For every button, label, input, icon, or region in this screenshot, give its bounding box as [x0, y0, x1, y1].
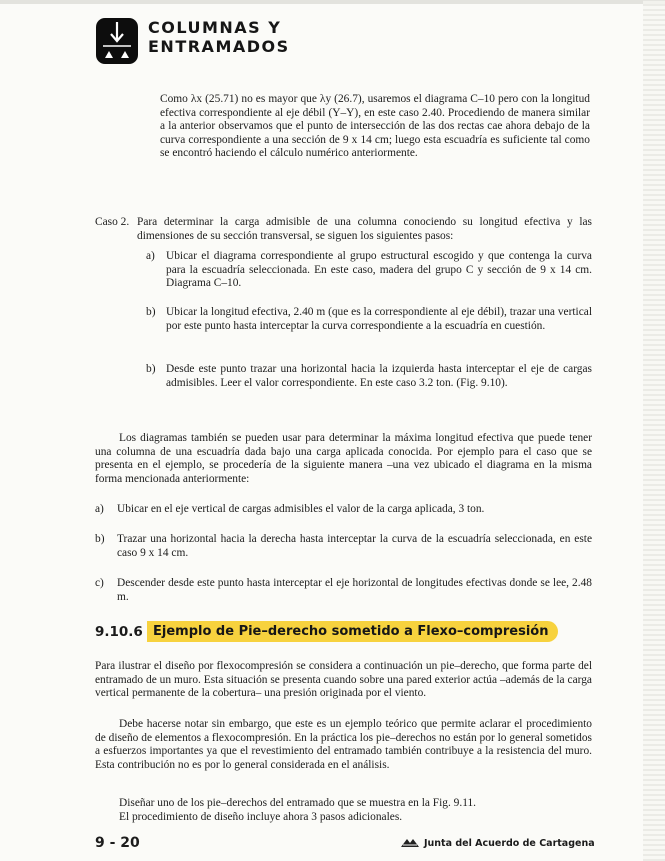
section-title: Ejemplo de Pie–derecho sometido a Flexo–compresión — [147, 621, 558, 642]
diagram-paragraph: Los diagramas también se pueden usar para determinar la máxima longitud efectiva que puede tener una columna de una escuadría dada bajo una carga aplicada conocida. Por ejemplo para el caso que se presenta en el ejemplo, se procedería de la siguiente manera –una vez ubicado el diagrama en la misma forma mencionada anteriormente: — [95, 432, 592, 485]
header-title-line-1: COLUMNAS Y — [148, 18, 282, 37]
step-marker: b) — [146, 363, 156, 375]
jac-emblem-icon — [400, 837, 420, 848]
section-paragraph: Diseñar uno de los pie–derechos del entramado que se muestra en la Fig. 9.11. — [119, 797, 477, 809]
caso-description: Para determinar la carga admisible de una columna conociendo su longitud efectiva y las dimensiones de su sección transversal, se siguen los siguientes pasos: — [137, 216, 592, 242]
intro-paragraph: Como λx (25.71) no es mayor que λy (26.7), usaremos el diagrama C–10 pero con la longitud efectiva correspondiente al eje débil (Y–Y), en este caso 2.40. Procediendo de manera similar a la anterior observamos que el punto de intersección de las dos rectas cae ahora debajo de la curva correspondiente a una sección de 9 x 14 cm; luego esta escuadría es suficiente tal como se encontró haciendo el cálculo numérico anteriormente. — [160, 93, 590, 160]
chapter-header-title — [148, 18, 290, 56]
step-text: Trazar una horizontal hacia la derecha hasta interceptar la curva de la escuadría seleccionada, en este caso 9 x 14 cm. — [117, 533, 592, 559]
step-marker: a) — [95, 503, 104, 515]
section-paragraph: Debe hacerse notar sin embargo, que este es un ejemplo teórico que permite aclarar el procedimiento de diseño de elementos a flexocompresión. En la práctica los pie–derechos no están por lo general sometidos a esfuerzos importantes ya que el revestimiento del entramado también contribuye a la resistencia del muro. Esta contribución no es por lo general considerada en el análisis. — [95, 718, 592, 771]
section-paragraph: Para ilustrar el diseño por flexocompresión se considera a continuación un pie–derecho, que forma parte del entramado de un muro. Esta situación se presenta cuando sobre una pared exterior actúa –además de la carga vertical permanente de la cobertura– una presión originada por el viento. — [95, 660, 592, 700]
step-text: Desde este punto trazar una horizontal hacia la izquierda hasta interceptar el eje de cargas admisibles. Leer el valor correspondiente. En este caso 3.2 ton. (Fig. 9.10). — [166, 363, 592, 389]
step-text: Ubicar el diagrama correspondiente al grupo estructural escogido y que contenga la curva para la escuadría seleccionada. En este caso, madera del grupo C y sección de 9 x 14 cm. Diagrama C–10. — [166, 250, 592, 290]
caso-label: Caso 2. — [95, 216, 130, 228]
scan-top-edge — [0, 0, 665, 4]
step-text: Ubicar la longitud efectiva, 2.40 m (que es la correspondiente al eje débil), trazar una vertical por este punto hasta interceptar la curva correspondiente a la escuadría en cuestión. — [166, 306, 592, 332]
column-load-icon — [96, 18, 138, 64]
header-title-line-2: ENTRAMADOS — [148, 37, 290, 56]
step-text: Descender desde este punto hasta interceptar el eje horizontal de longitudes efectivas donde se lee, 2.48 m. — [117, 577, 592, 603]
step-marker: b) — [95, 533, 105, 545]
step-marker: a) — [146, 250, 155, 262]
section-paragraph: El procedimiento de diseño incluye ahora 3 pasos adicionales. — [119, 811, 403, 823]
page-number: 9 - 20 — [95, 835, 140, 851]
organization-name: Junta del Acuerdo de Cartagena — [424, 838, 595, 849]
step-marker: b) — [146, 306, 156, 318]
step-text: Ubicar en el eje vertical de cargas admisibles el valor de la carga aplicada, 3 ton. — [117, 503, 485, 515]
step-marker: c) — [95, 577, 104, 589]
section-number: 9.10.6 — [95, 624, 143, 640]
footer-organization — [400, 837, 595, 849]
section-heading — [95, 621, 549, 643]
scan-right-edge — [643, 0, 665, 861]
